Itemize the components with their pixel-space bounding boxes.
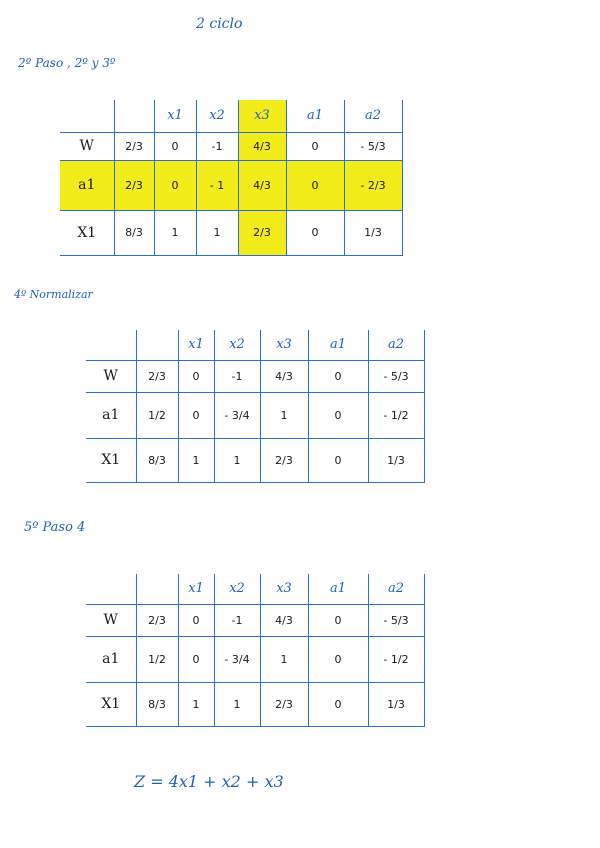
col-header-a1: a1 [308, 330, 368, 360]
tableau-2-grid [86, 330, 425, 483]
cell: 1 [178, 438, 214, 482]
cell: 0 [178, 604, 214, 636]
cell: - 2/3 [344, 160, 402, 210]
cell: - 1/2 [368, 636, 424, 682]
cell: -1 [214, 360, 260, 392]
cell: 0 [178, 392, 214, 438]
table-row [86, 392, 424, 438]
cell: 0 [286, 210, 344, 255]
row-label-w: W [86, 604, 136, 636]
row-label-w: W [60, 132, 114, 160]
step-4-label: 4º Normalizar [14, 288, 93, 301]
header-empty-1 [60, 100, 114, 132]
col-header-x3: x3 [238, 100, 286, 132]
col-header-a2: a2 [344, 100, 402, 132]
cell: 0 [308, 392, 368, 438]
row-label-a1: a1 [86, 392, 136, 438]
cell: 0 [308, 438, 368, 482]
cell: 1 [214, 438, 260, 482]
row-label-w: W [86, 360, 136, 392]
cell: 2/3 [136, 360, 178, 392]
col-header-x3: x3 [260, 574, 308, 604]
header-empty-2 [114, 100, 154, 132]
col-header-a1: a1 [286, 100, 344, 132]
table-row [86, 360, 424, 392]
cell: 4/3 [260, 604, 308, 636]
cell: 2/3 [114, 160, 154, 210]
tableau-1-grid [60, 100, 403, 256]
cell: 0 [178, 636, 214, 682]
cell: 1/3 [368, 682, 424, 726]
step-2-3-label: 2º Paso , 2º y 3º [18, 56, 116, 70]
col-header-x2: x2 [214, 330, 260, 360]
cell: 2/3 [260, 438, 308, 482]
cell: 4/3 [238, 132, 286, 160]
col-header-x3: x3 [260, 330, 308, 360]
cell: - 5/3 [368, 604, 424, 636]
col-header-a2: a2 [368, 330, 424, 360]
col-header-x1: x1 [178, 574, 214, 604]
cell: 1/2 [136, 392, 178, 438]
cell: 1 [260, 636, 308, 682]
tableau-2 [86, 330, 425, 483]
cell: 8/3 [114, 210, 154, 255]
cell: 0 [178, 360, 214, 392]
cell: - 1/2 [368, 392, 424, 438]
cell: 4/3 [260, 360, 308, 392]
cell: - 5/3 [344, 132, 402, 160]
tableau-3-grid [86, 574, 425, 727]
col-header-a2: a2 [368, 574, 424, 604]
col-header-a1: a1 [308, 574, 368, 604]
col-header-x1: x1 [154, 100, 196, 132]
table-row [86, 604, 424, 636]
cell: 1/3 [368, 438, 424, 482]
page-title: 2 ciclo [196, 16, 243, 32]
row-label-x1: X1 [86, 438, 136, 482]
cell: 2/3 [114, 132, 154, 160]
objective-formula: Z = 4x1 + x2 + x3 [134, 772, 284, 791]
table-row [86, 682, 424, 726]
row-label-a1: a1 [86, 636, 136, 682]
cell: 0 [308, 360, 368, 392]
cell: 1 [260, 392, 308, 438]
cell: 8/3 [136, 438, 178, 482]
col-header-x1: x1 [178, 330, 214, 360]
cell: - 3/4 [214, 636, 260, 682]
table-row [60, 210, 402, 255]
cell: - 5/3 [368, 360, 424, 392]
table-row [60, 132, 402, 160]
cell: 0 [308, 682, 368, 726]
cell: 2/3 [238, 210, 286, 255]
cell: 0 [308, 636, 368, 682]
tableau-1 [60, 100, 403, 256]
cell: 0 [154, 132, 196, 160]
cell: 2/3 [136, 604, 178, 636]
table-row [60, 160, 402, 210]
row-label-x1: X1 [86, 682, 136, 726]
col-header-x2: x2 [214, 574, 260, 604]
cell: 1 [214, 682, 260, 726]
header-empty-1 [86, 330, 136, 360]
table-row [86, 438, 424, 482]
header-empty-2 [136, 574, 178, 604]
table-row [86, 636, 424, 682]
cell: - 1 [196, 160, 238, 210]
cell: 0 [286, 132, 344, 160]
cell: 8/3 [136, 682, 178, 726]
cell: - 3/4 [214, 392, 260, 438]
cell: 1 [154, 210, 196, 255]
cell: 0 [308, 604, 368, 636]
tableau-3 [86, 574, 425, 727]
header-empty-2 [136, 330, 178, 360]
cell: 0 [286, 160, 344, 210]
col-header-x2: x2 [196, 100, 238, 132]
step-5-label: 5º Paso 4 [24, 520, 86, 535]
header-empty-1 [86, 574, 136, 604]
cell: 1/3 [344, 210, 402, 255]
row-label-a1: a1 [60, 160, 114, 210]
cell: 1/2 [136, 636, 178, 682]
cell: 0 [154, 160, 196, 210]
cell: 1 [196, 210, 238, 255]
cell: 1 [178, 682, 214, 726]
cell: 4/3 [238, 160, 286, 210]
cell: 2/3 [260, 682, 308, 726]
cell: -1 [196, 132, 238, 160]
row-label-x1: X1 [60, 210, 114, 255]
cell: -1 [214, 604, 260, 636]
